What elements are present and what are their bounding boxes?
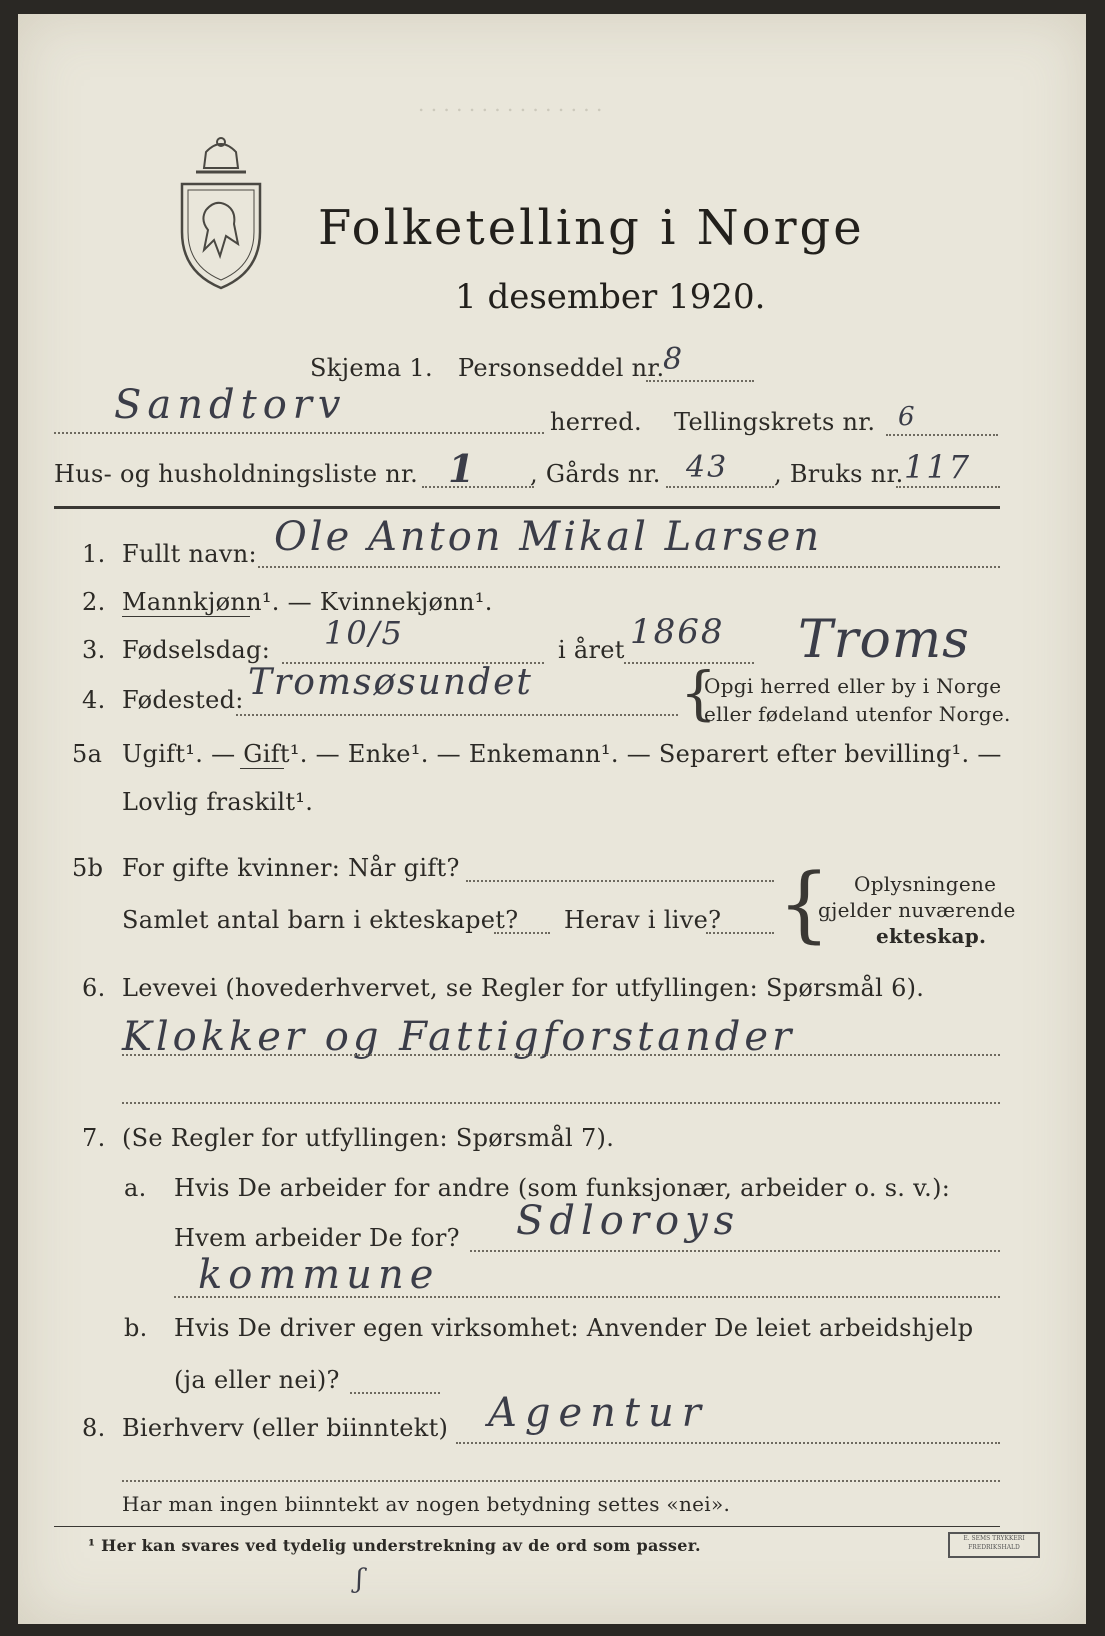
bruks-value[interactable]: 117 — [904, 448, 972, 486]
q7b-line — [350, 1392, 440, 1394]
q7-number: 7. — [82, 1124, 106, 1152]
q2-label-sex: Mannkjønn¹. — Kvinnekjønn¹. — [122, 588, 493, 616]
q7a-value-employer-1[interactable]: Sdloroys — [516, 1198, 741, 1244]
q7-label: (Se Regler for utfyllingen: Spørsmål 7). — [122, 1124, 615, 1152]
gards-value[interactable]: 43 — [686, 450, 729, 485]
q4-brace: { — [680, 659, 717, 727]
q3-label: Fødselsdag: — [122, 636, 271, 664]
stray-mark: ʃ — [356, 1564, 366, 1594]
q5a-label-marital-status: Ugift¹. — Gift¹. — Enke¹. — Enkemann¹. — Separert efter bevilling¹. — — [122, 740, 1002, 768]
header-divider — [54, 506, 1000, 509]
q3-value-year[interactable]: 1868 — [630, 612, 725, 652]
q5a-label-2: Lovlig fraskilt¹. — [122, 788, 314, 816]
q5b-brace: { — [778, 857, 831, 952]
herred-line — [54, 432, 544, 434]
q6-number: 6. — [82, 974, 106, 1002]
personseddel-label: Personseddel nr. — [458, 354, 665, 382]
personseddel-value[interactable]: 8 — [663, 342, 685, 377]
personseddel-line — [646, 380, 754, 382]
tellingskrets-value[interactable]: 6 — [898, 402, 917, 432]
side-income-note: Har man ingen biinntekt av nogen betydning settes «nei». — [122, 1492, 731, 1516]
census-form-page — [18, 14, 1086, 1624]
bruks-label: , Bruks nr. — [774, 460, 904, 488]
q3-margin-note: Troms — [798, 610, 970, 670]
q1-number: 1. — [82, 540, 106, 568]
q5b-note-1: Oplysningene — [854, 872, 997, 896]
q1-line — [258, 566, 1000, 568]
q4-number: 4. — [82, 686, 106, 714]
q5b-note-3: ekteskap. — [876, 924, 987, 948]
q5b-label-alive: Herav i live? — [564, 906, 722, 934]
coat-of-arms-icon — [176, 132, 266, 292]
q6-value-occupation[interactable]: Klokker og Fattigforstander — [122, 1014, 796, 1060]
skjema-label: Skjema 1. — [310, 354, 433, 382]
gards-line — [666, 486, 774, 488]
q7b-letter: b. — [124, 1314, 148, 1342]
footnote: ¹ Her kan svares ved tydelig understrekning av de ord som passer. — [88, 1536, 701, 1555]
tellingskrets-line — [886, 434, 998, 436]
q5a-number: 5a — [72, 740, 103, 768]
bruks-line — [896, 486, 1000, 488]
q2-underline-mannkjonn — [122, 616, 250, 617]
q3-year-label: i året — [558, 636, 625, 664]
q5b-note-2: gjelder nuværende — [818, 898, 1016, 922]
q7a-value-employer-2[interactable]: kommune — [198, 1252, 440, 1298]
q5b-when-married-line — [466, 880, 774, 882]
q4-note-2: eller fødeland utenfor Norge. — [704, 702, 1011, 726]
q8-line-2 — [122, 1480, 1000, 1482]
form-title: Folketelling i Norge — [318, 200, 865, 256]
herred-value[interactable]: Sandtorv — [114, 382, 347, 428]
q8-value-side-income[interactable]: Agentur — [488, 1390, 709, 1436]
q6-line-1 — [122, 1054, 1000, 1056]
printer-stamp: E. SEMS TRYKKERI FREDRIKSHALD — [948, 1532, 1040, 1558]
hus-line — [422, 486, 534, 488]
q5a-underline-gift — [240, 768, 284, 769]
q6-label-occupation: Levevei (hovederhvervet, se Regler for utfyllingen: Spørsmål 6). — [122, 974, 925, 1002]
q7a-label: Hvis De arbeider for andre (som funksjonær, arbeider o. s. v.): — [174, 1174, 951, 1202]
census-date: 1 desember 1920. — [455, 277, 766, 317]
q7a-label-employer: Hvem arbeider De for? — [174, 1224, 460, 1252]
hus-label: Hus- og husholdningsliste nr. — [54, 460, 419, 488]
q7a-line-1 — [470, 1250, 1000, 1252]
q1-value-full-name[interactable]: Ole Anton Mikal Larsen — [274, 514, 823, 560]
q5b-number: 5b — [72, 854, 104, 882]
q7a-line-2 — [174, 1296, 1000, 1298]
q7b-label-2: (ja eller nei)? — [174, 1366, 340, 1394]
gards-label: , Gårds nr. — [530, 460, 661, 488]
q7b-label: Hvis De driver egen virksomhet: Anvender De leiet arbeidshjelp — [174, 1314, 974, 1342]
q8-number: 8. — [82, 1414, 106, 1442]
footnote-divider — [54, 1526, 1000, 1527]
q4-value-birthplace[interactable]: Tromsøsundet — [248, 662, 533, 703]
q2-number: 2. — [82, 588, 106, 616]
q4-note-1: Opgi herred eller by i Norge — [704, 674, 1002, 698]
q3-value-birthday[interactable]: 10/5 — [324, 614, 404, 652]
q3-number: 3. — [82, 636, 106, 664]
q4-line — [236, 714, 678, 716]
q1-label: Fullt navn: — [122, 540, 257, 568]
tellingskrets-label: Tellingskrets nr. — [674, 408, 876, 436]
q7a-letter: a. — [124, 1174, 147, 1202]
q8-line — [456, 1442, 1000, 1444]
q4-label: Fødested: — [122, 686, 244, 714]
herred-label: herred. — [550, 408, 642, 436]
q8-label-side-income: Bierhverv (eller biinntekt) — [122, 1414, 449, 1442]
q6-line-2 — [122, 1102, 1000, 1104]
hus-value[interactable]: 1 — [448, 446, 477, 491]
q5b-label-children: Samlet antal barn i ekteskapet? — [122, 906, 519, 934]
q5b-alive-line — [706, 932, 774, 934]
q5b-children-line — [494, 932, 550, 934]
bleed-through-text: . . . . . . . . . . . . . . . — [418, 92, 603, 116]
q5b-label-when-married: For gifte kvinner: Når gift? — [122, 854, 460, 882]
